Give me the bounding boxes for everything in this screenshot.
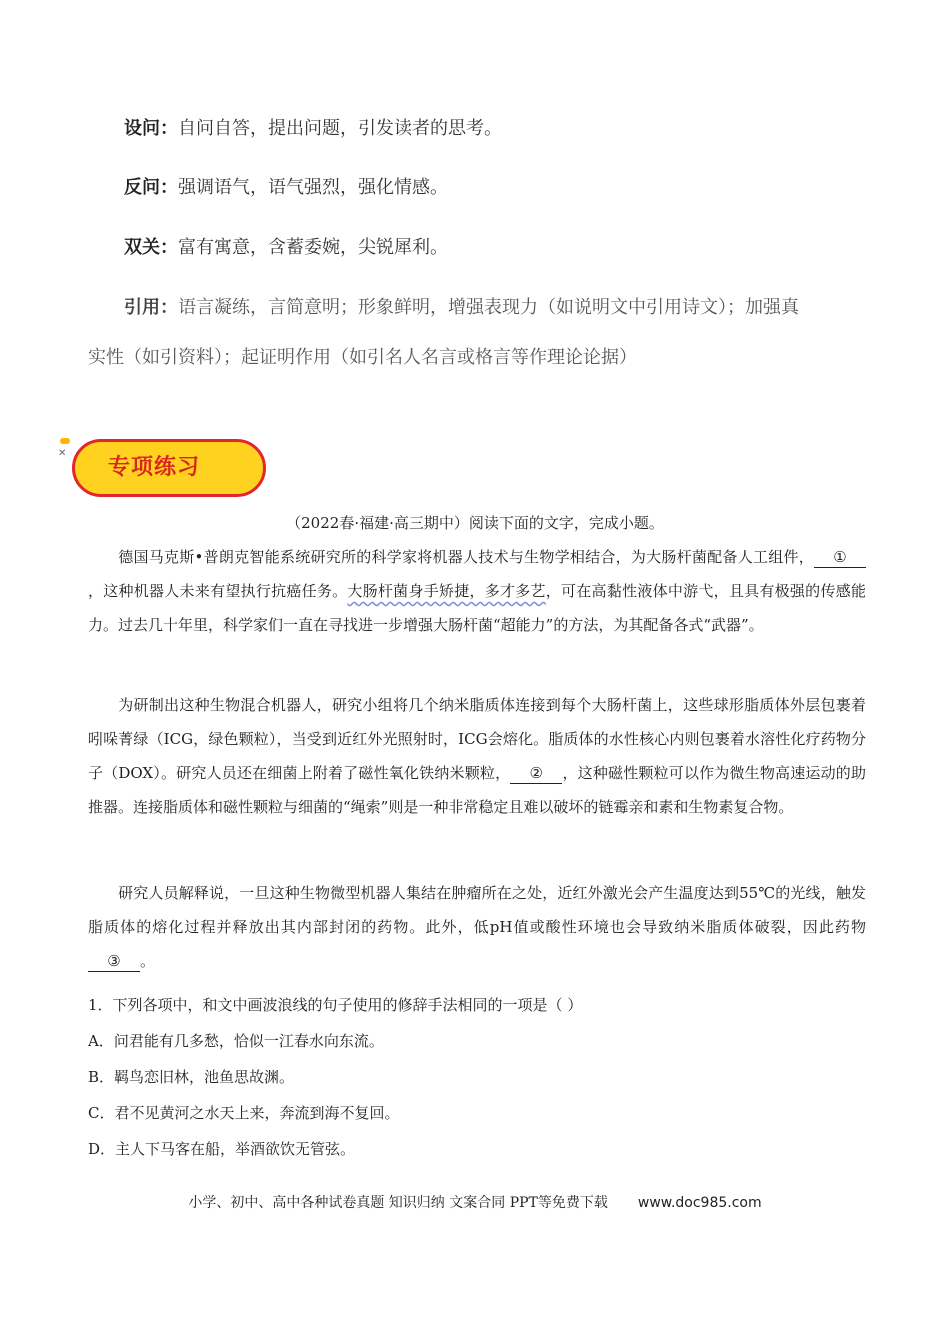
- blank-3: ③: [88, 951, 140, 972]
- passage-paragraph-1: [88, 540, 866, 642]
- passage-text: ，可在高黏性液体中游弋，且具有极强的传感能力。过去几十年里，科学家们一直在寻找进一步增强大肠杆菌“超能力”的方法，为其配备各式“武器”。: [88, 582, 866, 634]
- term-label: 反问：: [124, 177, 178, 198]
- definition-counter-question: [124, 173, 448, 203]
- section-badge: [58, 436, 278, 506]
- passage-text: 研究人员解释说，一旦这种生物微型机器人集结在肿瘤所在之处，近红外激光会产生温度达到55℃的光线，触发脂质体的熔化过程并释放出其内部封闭的药物。此外，低pH值或酸性环境也会导致纳米脂质体破裂，因此药物: [88, 884, 866, 936]
- passage-text: ，这种磁性颗粒可以作为微生物高速运动的助推器。连接脂质体和磁性颗粒与细菌的“绳索”则是一种非常稳定且难以破坏的链霉亲和素和生物素复合物。: [88, 764, 866, 816]
- term-description: 语言凝练，言简意明；形象鲜明，增强表现力（如说明文中引用诗文）；加强真: [178, 297, 799, 318]
- passage-text: ，这种机器人未来有望执行抗癌任务。: [88, 582, 348, 600]
- question-option-b[interactable]: B．羁鸟恋旧林，池鱼思故渊。: [88, 1068, 295, 1086]
- passage-paragraph-3: [88, 876, 866, 978]
- page-footer: [0, 1192, 950, 1212]
- definition-pun: [124, 233, 448, 263]
- badge-dot-decoration: [60, 438, 70, 444]
- term-label: 引用：: [124, 297, 178, 318]
- term-description: 强调语气，语气强烈，强化情感。: [178, 177, 448, 198]
- question-option-d[interactable]: D．主人下马客在船，举酒欲饮无管弦。: [88, 1140, 356, 1158]
- footer-site-link[interactable]: www.doc985.com: [637, 1195, 762, 1211]
- definition-quotation-continued: 实性（如引资料）；起证明作用（如引名人名言或格言等作理论论据）: [88, 347, 637, 368]
- definition-rhetorical-question: [124, 114, 502, 144]
- passage-text: 。: [140, 952, 156, 970]
- passage-paragraph-2: [88, 688, 866, 824]
- question-stem: 1．下列各项中，和文中画波浪线的句子使用的修辞手法相同的一项是（ ）: [88, 996, 583, 1014]
- term-label: 双关：: [124, 237, 178, 258]
- footer-text: 小学、初中、高中各种试卷真题 知识归纳 文案合同 PPT等免费下载: [188, 1195, 608, 1211]
- term-description: 富有寓意，含蓄委婉，尖锐犀利。: [178, 237, 448, 258]
- badge-tick-decoration: ✕: [58, 448, 67, 459]
- wavy-underlined-sentence: 大肠杆菌身手矫捷，多才多艺: [347, 582, 546, 600]
- passage-text: 为研制出这种生物混合机器人，研究小组将几个纳米脂质体连接到每个大肠杆菌上，这些球形脂质体外层包裹着吲哚菁绿（ICG，绿色颗粒），当受到近红外光照射时，ICG会熔化。脂质体的水性核心内则包裹着水溶性化疗药物分子（DOX）。研究人员还在细菌上附着了磁性氧化铁纳米颗粒，: [88, 696, 866, 782]
- badge-label: 专项练习: [108, 455, 201, 480]
- term-description: 自问自答，提出问题，引发读者的思考。: [178, 118, 502, 139]
- definition-quotation: [124, 293, 799, 323]
- question-option-a[interactable]: A．问君能有几多愁，恰似一江春水向东流。: [88, 1032, 384, 1050]
- blank-1: ①: [814, 547, 866, 568]
- term-label: 设问：: [124, 118, 178, 139]
- exercise-source: （2022春·福建·高三期中）阅读下面的文字，完成小题。: [286, 514, 664, 532]
- passage-text: 德国马克斯•普朗克智能系统研究所的科学家将机器人技术与生物学相结合，为大肠杆菌配备人工组件，: [118, 548, 814, 566]
- question-option-c[interactable]: C．君不见黄河之水天上来，奔流到海不复回。: [88, 1104, 400, 1122]
- blank-2: ②: [510, 763, 562, 784]
